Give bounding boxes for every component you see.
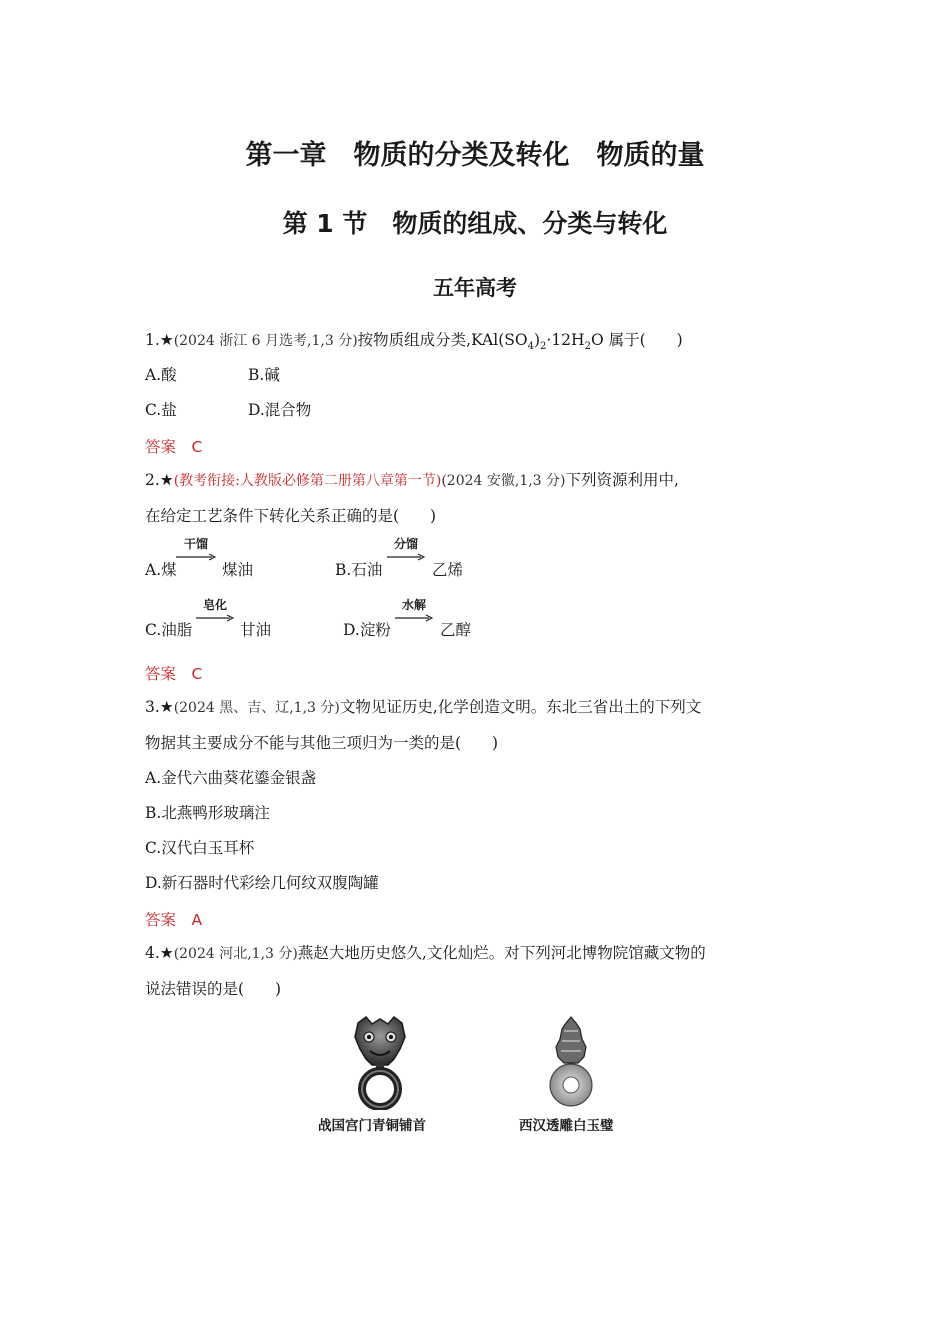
product: 乙烯 [432,561,464,579]
chapter-title: 第一章 物质的分类及转化 物质的量 [245,140,705,171]
option-c: C.汉代白玉耳杯 [145,839,255,857]
reaction-arrow [387,535,425,569]
option-b [335,560,382,580]
question-text: ·12H [546,331,585,349]
question-source: (2024 浙江 6 月选考,1,3 分) [173,333,358,349]
subscript: 2 [584,341,591,353]
question-text: 说法错误的是( ) [145,980,282,998]
product: 乙醇 [440,621,472,639]
subscript: 4 [527,341,534,353]
question-number: 2.★ [145,471,174,489]
figure-caption: 战国宫门青铜铺首 [318,1118,426,1134]
answer-value: C [191,665,203,683]
option-d [343,620,391,640]
reaction-condition: 分馏 [393,537,418,551]
subscript: 2 [540,341,547,353]
reaction-condition: 干馏 [183,537,208,551]
answer-value: C [191,438,203,456]
reaction-condition: 皂化 [202,598,227,612]
question-4-stem [145,943,706,964]
option-key: C. [145,621,162,639]
option-a [145,560,177,580]
product: 甘油 [240,621,272,639]
question-text: 按物质组成分类,KAl(SO [357,331,528,349]
reactant: 淀粉 [359,621,391,639]
arrow-icon [196,614,234,622]
section-title: 第 1 节 物质的组成、分类与转化 [282,209,668,238]
answer-3 [145,908,202,930]
question-1-stem: 1.★(2024 浙江 6 月选考,1,3 分)按物质组成分类$,KAl(SO_4)_2\cdot 12H_2O$ 属于( ) [145,331,683,353]
bronze-door-knocker-icon [350,1015,410,1110]
option-b: B.碱 [248,366,280,384]
answer-1 [145,435,202,457]
question-2-stem [145,470,679,491]
question-source: (2024 安徽,1,3 分) [441,473,566,489]
question-text: 物据其主要成分不能与其他三项归为一类的是( ) [145,734,499,752]
product: 煤油 [222,561,254,579]
jade-bi-disc-icon [548,1015,594,1110]
option-a: A.酸 [145,366,177,384]
question-number: 4.★ [145,944,174,962]
question-tag: (教考衔接:人教版必修第二册第八章第一节) [173,473,442,489]
arrow-icon [387,553,425,561]
reaction-arrow [176,535,216,569]
answer-value: A [191,911,203,929]
reactant: 油脂 [161,621,193,639]
option-a: A.金代六曲葵花鎏金银盏 [145,769,317,787]
question-text: O 属于( ) [590,331,683,349]
arrow-icon [395,614,433,622]
reactant: 石油 [351,561,383,579]
answer-2 [145,662,202,684]
question-source: (2024 河北,1,3 分) [173,946,298,962]
question-text: 在给定工艺条件下转化关系正确的是( ) [145,507,437,525]
question-text: 下列资源利用中, [565,471,679,489]
question-source: (2024 黑、吉、辽,1,3 分) [173,700,340,716]
reactant: 煤 [161,561,177,579]
option-d: D.混合物 [248,401,312,419]
reaction-arrow [196,596,234,630]
option-b: B.北燕鸭形玻璃注 [145,804,270,822]
question-3-stem [145,697,701,718]
question-text: 燕赵大地历史悠久,文化灿烂。对下列河北博物院馆藏文物的 [297,944,706,962]
arrow-icon [176,553,216,561]
option-key: A. [145,561,162,579]
reaction-condition: 水解 [401,598,426,612]
option-key: D. [343,621,360,639]
option-c [145,620,192,640]
option-d: D.新石器时代彩绘几何纹双腹陶罐 [145,874,379,892]
question-number: 3.★ [145,698,174,716]
answer-label: 答案 [145,911,177,929]
figure-caption: 西汉透雕白玉璧 [519,1118,614,1134]
option-key: B. [335,561,352,579]
question-number: 1.★ [145,331,174,349]
question-text: 文物见证历史,化学创造文明。东北三省出土的下列文 [339,698,702,716]
answer-label: 答案 [145,438,177,456]
reaction-arrow [395,596,433,630]
subsection-title: 五年高考 [433,276,517,300]
option-c: C.盐 [145,401,177,419]
answer-label: 答案 [145,665,177,683]
